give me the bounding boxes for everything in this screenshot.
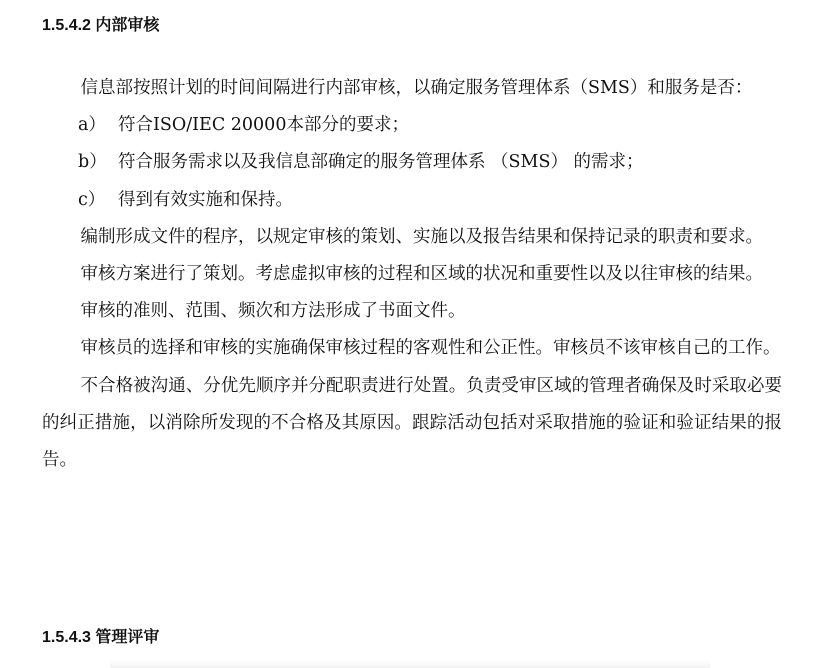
section-number: 1.5.4.2 — [42, 17, 91, 34]
section-body — [42, 70, 782, 479]
body-paragraph: 审核方案进行了策划。考虑虚拟审核的过程和区域的状况和重要性以及以往审核的结果。 — [80, 264, 763, 285]
body-paragraph: 不合格被沟通、分优先顺序并分配职责进行处置。负责受审区域的管理者确保及时采取必要的纠正措施，以消除所发现的不合格及其原因。跟踪活动包括对采取措施的验证和验证结果的报告。 — [42, 375, 782, 471]
section-number: 1.5.4.3 — [42, 629, 91, 646]
list-item-marker: c） — [78, 189, 106, 210]
list-item-marker: a） — [78, 115, 106, 136]
list-item-text: 符合ISO/IEC 20000本部分的要求； — [118, 115, 409, 136]
section-title: 内部审核 — [95, 17, 160, 34]
list-item — [42, 107, 782, 144]
section-title: 管理评审 — [95, 629, 160, 646]
intro-paragraph: 信息部按照计划的时间间隔进行内部审核，以确定服务管理体系（SMS）和服务是否： — [80, 78, 753, 98]
body-paragraph: 编制形成文件的程序，以规定审核的策划、实施以及报告结果和保持记录的职责和要求。 — [80, 226, 763, 247]
list-item — [42, 182, 782, 219]
list-item-marker: b） — [78, 152, 107, 173]
list-item-text: 得到有效实施和保持。 — [118, 189, 293, 210]
section-heading-internal-audit — [42, 16, 159, 36]
page-bottom-shadow — [110, 660, 710, 668]
body-paragraph: 审核的准则、范围、频次和方法形成了书面文件。 — [80, 301, 466, 322]
list-item — [42, 144, 782, 181]
list-item-text: 符合服务需求以及我信息部确定的服务管理体系 （SMS） 的需求； — [118, 152, 644, 173]
body-paragraph: 审核员的选择和审核的实施确保审核过程的客观性和公正性。审核员不该审核自己的工作。 — [80, 338, 781, 359]
section-heading-management-review — [42, 628, 159, 648]
